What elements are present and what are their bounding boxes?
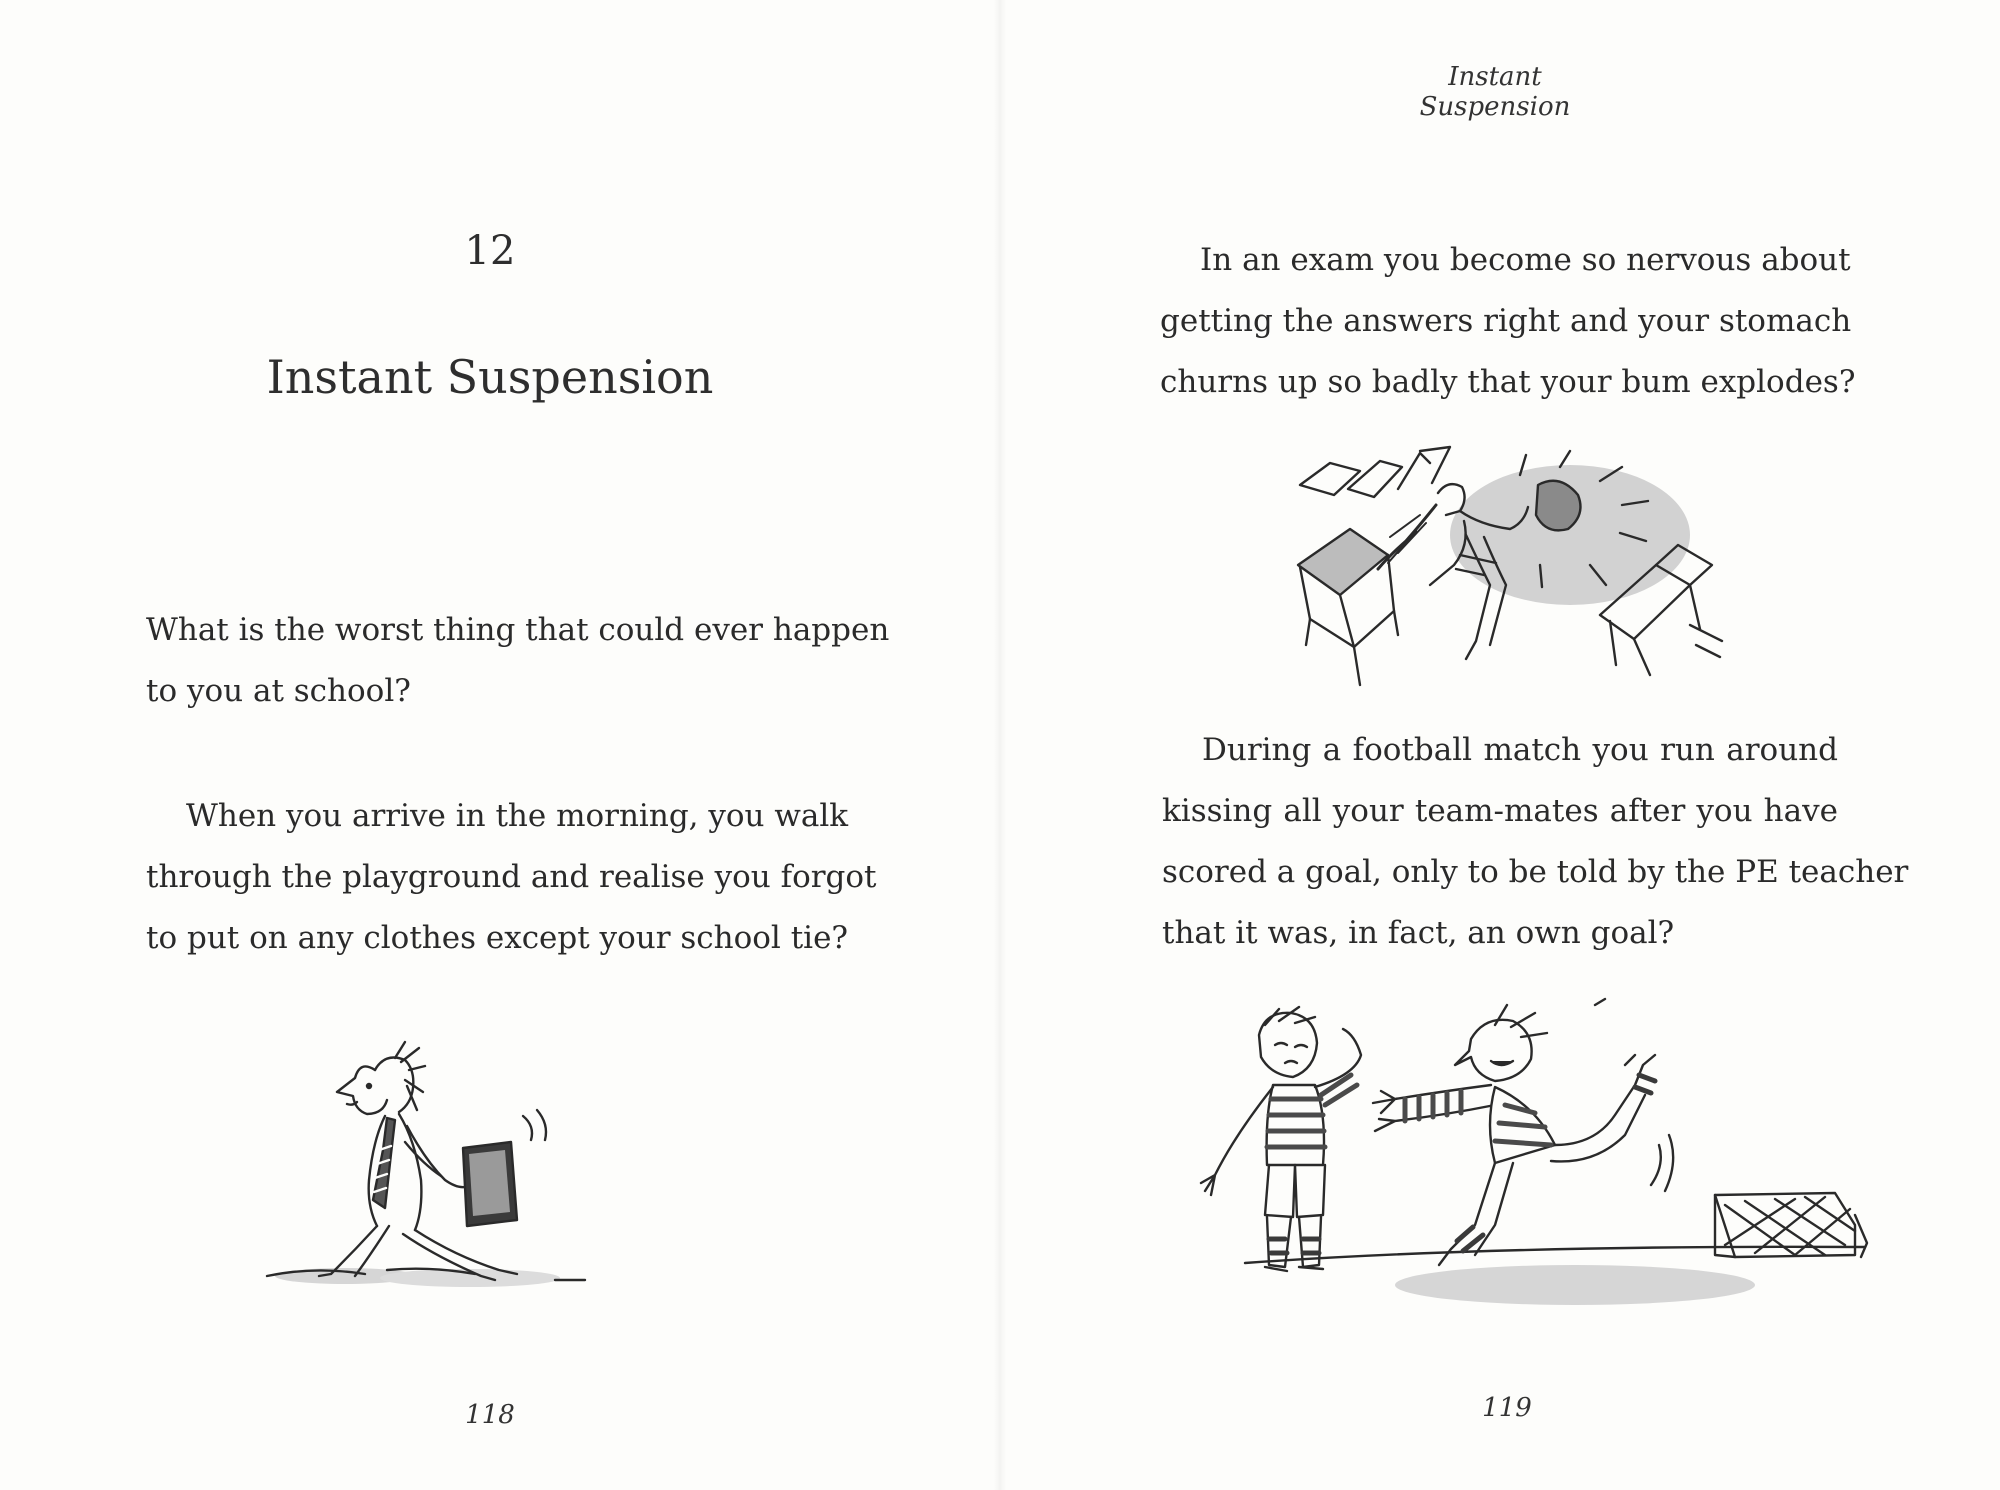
text-line: In an exam you become so nervous about	[1200, 242, 1851, 278]
illustration-boy-walking	[255, 1030, 675, 1300]
text-line: to you at school?	[146, 673, 411, 709]
text-line: What is the worst thing that could ever happen	[146, 612, 890, 648]
text-line: getting the answers right and your stomach	[1160, 303, 1852, 339]
paragraph-intro	[146, 600, 890, 722]
text-line: churns up so badly that your bum explodes?	[1160, 364, 1856, 400]
chapter-number: 12	[464, 228, 516, 274]
paragraph-exam	[1160, 230, 1856, 413]
paragraph-football	[1162, 720, 1909, 964]
text-line: that it was, in fact, an own goal?	[1162, 915, 1675, 951]
text-line: to put on any clothes except your school tie?	[146, 920, 849, 956]
running-head: Instant Suspension	[1419, 62, 1571, 122]
text-line: When you arrive in the morning, you walk	[186, 798, 849, 834]
chapter-title: Instant Suspension	[266, 350, 714, 404]
illustration-exam-explosion	[1270, 445, 1770, 695]
page-number-right: 119	[1482, 1393, 1532, 1423]
text-line: through the playground and realise you forgot	[146, 859, 877, 895]
illustration-football-own-goal	[1195, 995, 1885, 1320]
text-line: kissing all your team-mates after you have	[1162, 793, 1838, 829]
page-number-left: 118	[465, 1400, 515, 1430]
text-line: During a football match you run around	[1202, 732, 1838, 768]
paragraph-no-clothes	[146, 786, 877, 969]
text-line: scored a goal, only to be told by the PE teacher	[1162, 854, 1909, 890]
